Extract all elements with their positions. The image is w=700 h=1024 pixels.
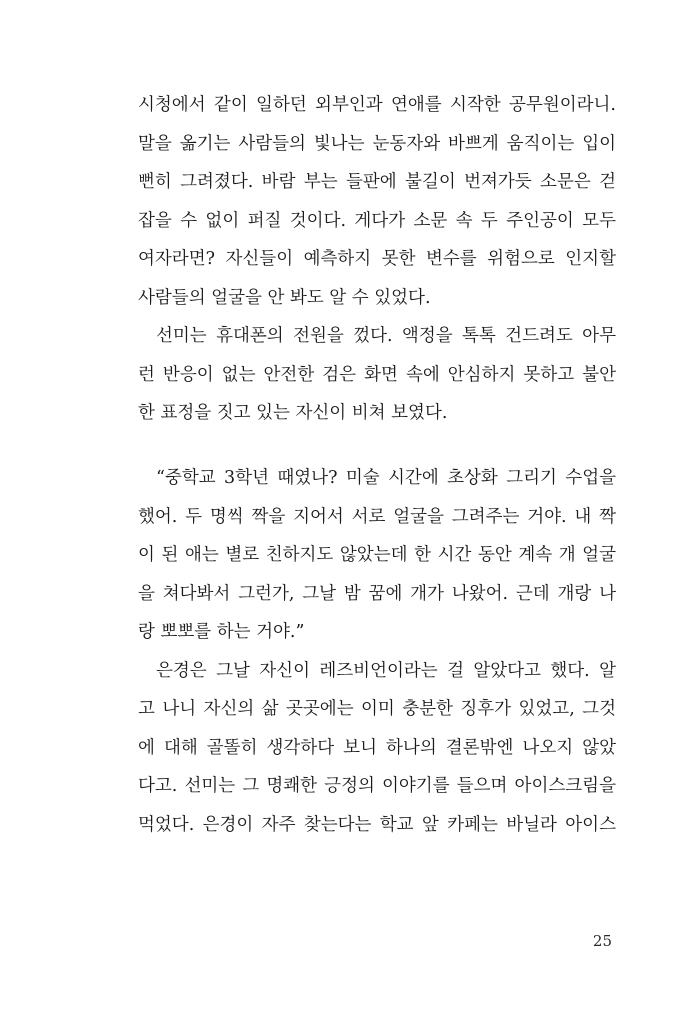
text-line: 선미는 휴대폰의 전원을 껐다. 액정을 톡톡 건드려도 아무 bbox=[156, 326, 616, 346]
text-line: 뻔히 그려졌다. 바람 부는 들판에 불길이 번져가듯 소문은 걷 bbox=[138, 172, 616, 192]
paragraph-3 bbox=[138, 459, 616, 652]
text-line: “중학교 3학년 때였나? 미술 시간에 초상화 그리기 수업을 bbox=[156, 468, 616, 488]
text-line: 은경은 그날 자신이 레즈비언이라는 걸 알았다고 했다. 알 bbox=[156, 660, 616, 681]
text-line: 을 쳐다봐서 그런가, 그날 밤 꿈에 개가 나왔어. 근데 개랑 나 bbox=[138, 583, 616, 604]
paragraph-1 bbox=[138, 86, 616, 317]
text-line: 잡을 수 없이 퍼질 것이다. 게다가 소문 속 두 주인공이 모두 bbox=[138, 210, 616, 231]
text-line: 한 표정을 짓고 있는 자신이 비쳐 보였다. bbox=[138, 403, 448, 423]
text-line: 이 된 애는 별로 친하지도 않았는데 한 시간 동안 계속 개 얼굴 bbox=[138, 545, 616, 565]
text-line: 런 반응이 없는 안전한 검은 화면 속에 안심하지 못하고 불안 bbox=[138, 364, 616, 385]
text-line: 말을 옮기는 사람들의 빛나는 눈동자와 바쁘게 움직이는 입이 bbox=[138, 133, 616, 154]
text-line: 랑 뽀뽀를 하는 거야.” bbox=[138, 622, 305, 642]
text-line: 사람들의 얼굴을 안 봐도 알 수 있었다. bbox=[138, 287, 431, 308]
text-line: 했어. 두 명씩 짝을 지어서 서로 얼굴을 그려주는 거야. 내 짝 bbox=[138, 506, 616, 527]
text-section-2 bbox=[138, 459, 616, 844]
paragraph-2 bbox=[138, 317, 616, 433]
text-line: 다고. 선미는 그 명쾌한 긍정의 이야기를 들으며 아이스크림을 bbox=[138, 776, 616, 796]
paragraph-4 bbox=[138, 652, 616, 845]
page-number: 25 bbox=[592, 932, 612, 950]
text-line: 에 대해 골똘히 생각하다 보니 하나의 결론밖엔 나오지 않았 bbox=[138, 737, 616, 758]
text-line: 먹었다. 은경이 자주 찾는다는 학교 앞 카페는 바닐라 아이스 bbox=[138, 814, 616, 835]
text-line: 시청에서 같이 일하던 외부인과 연애를 시작한 공무원이라니. bbox=[138, 95, 616, 115]
text-line: 여자라면? 자신들이 예측하지 못한 변수를 위험으로 인지할 bbox=[138, 249, 616, 269]
text-line: 고 나니 자신의 삶 곳곳에는 이미 충분한 징후가 있었고, 그것 bbox=[138, 699, 616, 719]
text-section-1 bbox=[138, 86, 616, 433]
